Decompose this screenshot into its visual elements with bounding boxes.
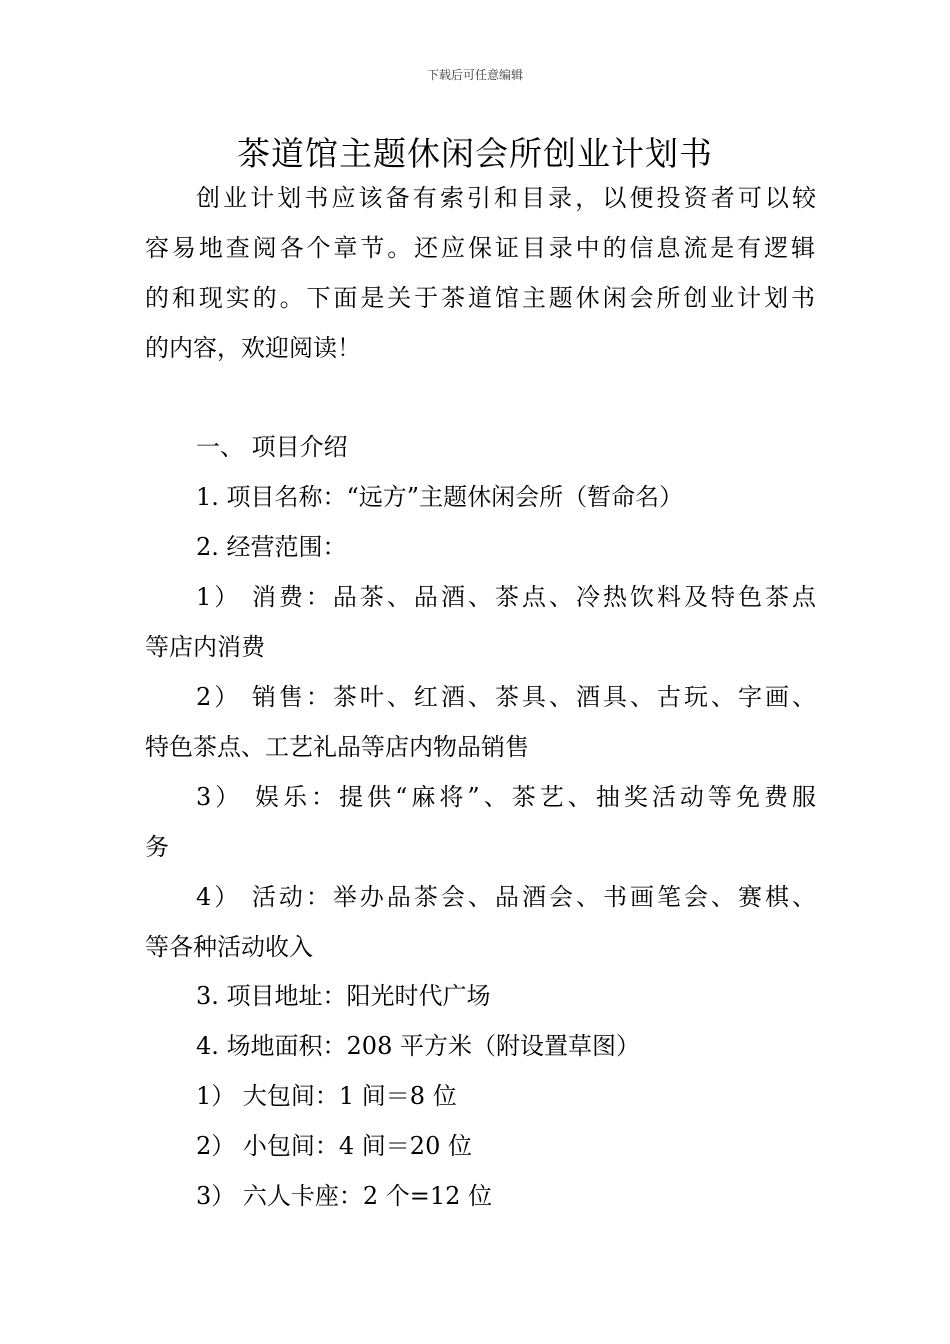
intro-line-1: 创业计划书应该备有索引和目录，以便投资者可以较	[196, 184, 816, 212]
scope-sales-line-2: 特色茶点、工艺礼品等店内物品销售	[145, 733, 529, 761]
room-small: 2） 小包间：4 间＝20 位	[196, 1132, 472, 1160]
scope-consumption-line-2: 等店内消费	[145, 633, 265, 661]
page-header: 下载后可任意编辑	[426, 68, 523, 82]
scope-activities-line-2: 等各种活动收入	[145, 933, 313, 961]
site-area-item: 4. 场地面积：208 平方米（附设置草图）	[196, 1032, 640, 1060]
scope-sales-line-1: 2） 销售：茶叶、红酒、茶具、酒具、古玩、字画、	[196, 683, 816, 711]
room-booth: 3） 六人卡座：2 个=12 位	[196, 1182, 493, 1210]
project-name-item: 1. 项目名称：“远方”主题休闲会所（暂命名）	[196, 483, 684, 511]
document-title: 茶道馆主题休闲会所创业计划书	[237, 134, 713, 173]
intro-line-4: 的内容，欢迎阅读！	[145, 334, 361, 362]
intro-line-2: 容易地查阅各个章节。还应保证目录中的信息流是有逻辑	[145, 234, 815, 262]
project-address-item: 3. 项目地址：阳光时代广场	[196, 982, 491, 1010]
room-large: 1） 大包间：1 间＝8 位	[196, 1082, 457, 1110]
scope-entertainment-line-2: 务	[145, 833, 169, 861]
section-heading: 一、 项目介绍	[196, 433, 348, 461]
scope-consumption-line-1: 1） 消费：品茶、品酒、茶点、冷热饮料及特色茶点	[196, 583, 816, 611]
scope-entertainment-line-1: 3） 娱乐：提供“麻将”、茶艺、抽奖活动等免费服	[196, 783, 816, 811]
intro-line-3: 的和现实的。下面是关于茶道馆主题休闲会所创业计划书	[145, 284, 815, 312]
scope-activities-line-1: 4） 活动：举办品茶会、品酒会、书画笔会、赛棋、	[196, 883, 816, 911]
business-scope-item: 2. 经营范围：	[196, 533, 347, 561]
